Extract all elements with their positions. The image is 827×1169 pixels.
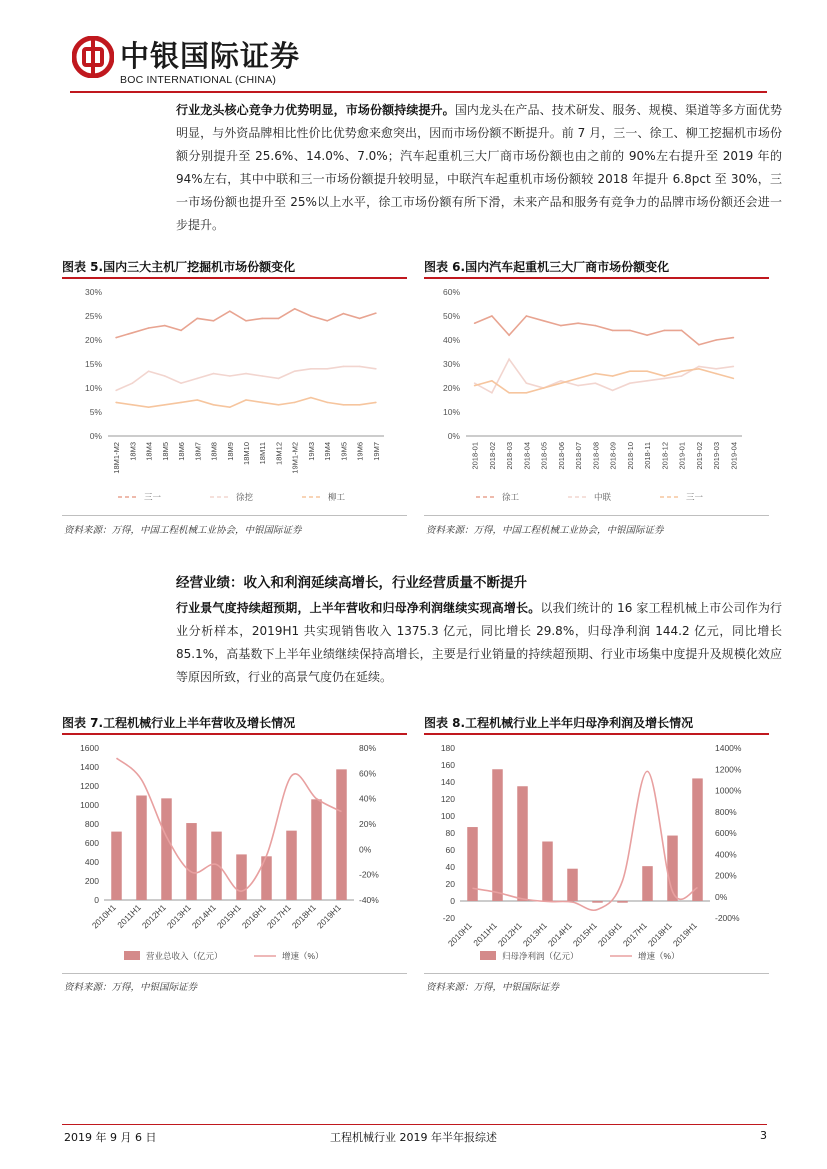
x-tick-label: 19M3 [306,442,316,461]
data-point [681,370,683,372]
x-tick-label: 2011H1 [471,920,499,949]
x-tick-label: 2016H1 [595,920,624,949]
x-tick-label: 2019-01 [677,442,687,470]
paragraph-market-share [176,99,782,237]
series-line [475,359,734,393]
fig5-rule [62,277,407,279]
x-tick-label: 19M6 [355,442,365,461]
x-tick-label: 18M9 [225,442,235,461]
growth-line [473,771,698,910]
x-tick-label: 18M1-M2 [112,442,122,474]
x-tick-label: 18M6 [177,442,187,461]
data-point [595,325,597,327]
fig7-bottom-rule [62,973,407,974]
data-point [629,382,631,384]
y-tick-label: 20% [442,383,460,393]
y-tick-label: 30% [442,359,460,369]
data-point [213,373,215,375]
y-left-tick-label: 140 [440,777,455,787]
y-tick-label: 50% [442,311,460,321]
x-tick-label: 2013H1 [164,902,193,931]
x-tick-label: 2013H1 [520,920,549,949]
data-point [526,392,528,394]
legend-label: 柳工 [328,492,346,502]
x-tick-label: 2018-07 [574,442,584,470]
y-left-tick-label: 1000 [80,800,99,810]
legend-label: 增速（%） [638,951,680,961]
x-tick-label: 18M3 [128,442,138,461]
data-point [491,380,493,382]
y-left-tick-label: 40 [445,862,455,872]
y-left-tick-label: 600 [84,838,99,848]
bar [336,769,347,900]
data-point [681,375,683,377]
y-left-tick-label: 80 [445,828,455,838]
x-tick-label: 19M7 [371,442,381,461]
data-point [733,366,735,368]
legend-label: 三一 [686,492,704,502]
bar [617,901,628,903]
legend-label: 增速（%） [282,951,324,961]
y-tick-label: 60% [442,287,460,297]
y-left-tick-label: 1600 [80,743,99,753]
fig8-title: 图表 8.工程机械行业上半年归母净利润及增长情况 [424,716,694,730]
data-point [698,366,700,368]
y-left-tick-label: 160 [440,760,455,770]
x-tick-label: 19M1-M2 [290,442,300,474]
y-right-tick-label: 60% [359,768,377,779]
x-tick-label: 2017H1 [620,920,649,949]
legend-label: 中联 [594,492,612,502]
data-point [359,318,361,320]
y-right-tick-label: 80% [359,743,377,753]
x-tick-label: 2017H1 [264,902,293,931]
data-point [698,344,700,346]
data-point [646,380,648,382]
fig7-rule [62,733,407,735]
data-point [612,330,614,332]
data-point [715,368,717,370]
data-point [612,390,614,392]
y-right-tick-label: 40% [359,793,377,804]
y-left-tick-label: 1200 [80,781,99,791]
fig8-rule [424,733,769,735]
data-point [310,315,312,317]
data-point [526,315,528,317]
x-tick-label: 18M5 [160,442,170,461]
data-point [560,382,562,384]
data-point [132,404,134,406]
fig6-title: 图表 6.国内汽车起重机三大厂商市场份额变化 [424,260,670,274]
footer-date: 2019 年 9 月 6 日 [64,1131,157,1144]
data-point [508,334,510,336]
bar [286,831,297,900]
data-point [375,312,377,314]
data-point [326,368,328,370]
data-point [629,330,631,332]
data-point [294,370,296,372]
data-point [646,370,648,372]
x-tick-label: 2019-04 [729,442,739,470]
x-tick-label: 2018H1 [645,920,674,949]
bar [236,854,247,900]
x-tick-label: 2015H1 [214,902,243,931]
data-point [474,382,476,384]
data-point [474,322,476,324]
data-point [474,385,476,387]
data-point [560,380,562,382]
paragraph-performance [176,597,782,689]
x-tick-label: 2019-02 [694,442,704,470]
fig6-bottom-rule [424,515,769,516]
data-point [164,375,166,377]
data-point [359,366,361,368]
bar [111,832,122,900]
y-right-tick-label: -40% [359,895,379,905]
y-tick-label: 0% [89,431,102,441]
data-point [196,318,198,320]
data-point [698,368,700,370]
series-line [116,309,376,338]
data-point [229,310,231,312]
series-line [116,366,376,390]
x-tick-label: 18M8 [209,442,219,461]
bar [567,869,578,901]
data-point [326,320,328,322]
bar [642,866,653,901]
data-point [560,325,562,327]
x-tick-label: 18M11 [258,442,268,465]
data-point [164,325,166,327]
bar [186,823,197,900]
data-point [148,406,150,408]
data-point [543,320,545,322]
fig5-chart [62,281,407,509]
data-point [245,373,247,375]
data-point [629,370,631,372]
data-point [213,320,215,322]
y-right-tick-label: 1400% [715,743,742,753]
y-tick-label: 5% [89,407,102,417]
data-point [261,402,263,404]
data-point [196,378,198,380]
data-point [664,330,666,332]
x-tick-label: 2019-03 [712,442,722,470]
y-left-tick-label: 200 [84,876,99,886]
data-point [180,382,182,384]
data-point [326,402,328,404]
y-left-tick-label: 120 [440,794,455,804]
data-point [310,368,312,370]
fig7-chart [62,737,407,969]
x-tick-label: 2012H1 [139,902,168,931]
data-point [261,318,263,320]
data-point [508,392,510,394]
x-tick-label: 2019H1 [314,902,343,931]
y-tick-label: 25% [84,311,102,321]
fig7-source: 资料来源：万得，中银国际证券 [64,982,198,993]
fig8-chart [424,737,769,969]
x-tick-label: 2018-02 [487,442,497,470]
fig8-source: 资料来源：万得，中银国际证券 [426,982,560,993]
y-right-tick-label: 800% [715,806,737,817]
y-tick-label: 40% [442,335,460,345]
data-point [733,378,735,380]
x-tick-label: 2018-03 [505,442,515,470]
series-line [116,398,376,408]
y-right-tick-label: 600% [715,828,737,838]
bar [692,778,703,901]
y-tick-label: 0% [447,431,460,441]
footer-divider [62,1124,767,1125]
data-point [132,332,134,334]
x-tick-label: 2010H1 [445,920,474,949]
bar [517,786,528,901]
data-point [148,327,150,329]
paragraph-body: 以我们统计的 16 家工程机械上市公司作为行业分析样本，2019H1 共实现销售收入 1375.3 亿元，同比增长 29.8%，归母净利润 144.2 亿元，同比增长 85.1%，高基数下上半年业绩继续保持高增长，主要是行业销量的持续超预期、行业市场集中度提升及规模化效应等原因所致，行业的高景气度仍在延续。 [176,601,782,684]
data-point [664,375,666,377]
x-tick-label: 18M12 [274,442,284,465]
data-point [278,404,280,406]
data-point [577,322,579,324]
data-point [543,387,545,389]
fig6-chart [424,281,769,509]
data-point [715,339,717,341]
x-tick-label: 2018H1 [289,902,318,931]
y-left-tick-label: 1400 [80,762,99,772]
x-tick-label: 2012H1 [495,920,524,949]
y-left-tick-label: 0 [450,896,455,906]
data-point [164,404,166,406]
x-tick-label: 2014H1 [545,920,574,949]
x-tick-label: 2011H1 [115,902,143,931]
y-left-tick-label: 60 [445,845,455,855]
data-point [294,402,296,404]
data-point [343,404,345,406]
y-tick-label: 30% [84,287,102,297]
y-tick-label: 20% [84,335,102,345]
legend-label: 三一 [144,492,162,502]
x-tick-label: 18M4 [144,442,154,461]
paragraph-body: 国内龙头在产品、技术研发、服务、规模、渠道等多方面优势明显，与外资品牌相比性价比优势愈来愈突出，因而市场份额不断提升。前 7 月，三一、徐工、柳工挖掘机市场份额分别提升至 25.6%、14.0%、7.0%；汽车起重机三大厂商市场份额也由之前的 90%左右提升至 2019 年的 94%左右，其中中联和三一市场份额提升较明显，中联汽车起重机市场份额较 2018 年提升 6.8pct 至 30%，三一市场份额也提升至 25%以上水平，徐工市场份额有所下滑，未来产品和服务有竞争力的品牌市场份额还会进一步提升。 [176,103,782,232]
paragraph-lead: 行业景气度持续超预期，上半年营收和归母净利润继续实现高增长。 [176,601,541,615]
y-right-tick-label: -200% [715,913,740,923]
footer-title: 工程机械行业 2019 年半年报综述 [330,1131,497,1144]
data-point [278,318,280,320]
y-left-tick-label: 20 [445,879,455,889]
data-point [595,373,597,375]
x-tick-label: 2018-01 [470,442,480,470]
x-tick-label: 2018-09 [608,442,618,470]
legend-label: 徐工 [502,492,520,502]
brand-name-en: BOC INTERNATIONAL (CHINA) [120,74,277,86]
data-point [612,375,614,377]
fig5-source: 资料来源：万得，中国工程机械工业协会，中银国际证券 [64,525,302,536]
data-point [359,404,361,406]
section-heading: 经营业绩：收入和利润延续高增长，行业经营质量不断提升 [176,575,527,591]
x-tick-label: 2018-11 [643,442,653,469]
growth-line [117,758,342,891]
x-tick-label: 18M10 [242,442,251,465]
bar [492,769,503,901]
data-point [115,390,117,392]
fig6-source: 资料来源：万得，中国工程机械工业协会，中银国际证券 [426,525,664,536]
data-point [491,315,493,317]
data-point [229,406,231,408]
y-right-tick-label: 400% [715,849,737,860]
data-point [577,385,579,387]
data-point [115,402,117,404]
y-right-tick-label: 0% [359,844,372,855]
fig8-bottom-rule [424,973,769,974]
data-point [180,402,182,404]
data-point [595,382,597,384]
bar [311,799,322,900]
x-tick-label: 2014H1 [189,902,218,931]
x-tick-label: 2018-10 [625,442,635,470]
legend-label: 营业总收入（亿元） [146,951,223,961]
bar [592,901,603,903]
data-point [245,399,247,401]
legend-label: 徐挖 [236,492,254,502]
data-point [577,378,579,380]
y-tick-label: 10% [442,407,460,417]
x-tick-label: 2015H1 [570,920,599,949]
y-right-tick-label: 1200% [715,764,742,775]
brand-name-cn: 中银国际证券 [120,39,301,73]
paragraph-lead: 行业龙头核心竞争力优势明显，市场份额持续提升。 [176,103,455,117]
x-tick-label: 2010H1 [89,902,118,931]
y-left-tick-label: 800 [84,819,99,829]
data-point [115,337,117,339]
data-point [132,382,134,384]
data-point [310,397,312,399]
data-point [294,308,296,310]
data-point [733,337,735,339]
y-left-tick-label: 400 [84,857,99,867]
x-tick-label: 2018-04 [522,442,532,470]
y-left-tick-label: 0 [94,895,99,905]
page-number: 3 [760,1129,767,1142]
legend-label: 归母净利润（亿元） [502,951,579,961]
data-point [343,313,345,315]
x-tick-label: 2019H1 [670,920,699,949]
data-point [491,392,493,394]
data-point [213,404,215,406]
bar [136,796,147,901]
data-point [375,368,377,370]
y-right-tick-label: 200% [715,870,737,881]
bar [211,832,222,900]
y-left-tick-label: 180 [440,743,455,753]
data-point [343,366,345,368]
x-tick-label: 19M4 [323,442,333,461]
y-tick-label: 10% [84,383,102,393]
series-line [475,369,734,393]
bar [467,827,478,901]
data-point [229,375,231,377]
data-point [375,402,377,404]
x-tick-label: 2016H1 [239,902,268,931]
data-point [245,320,247,322]
data-point [646,334,648,336]
data-point [508,358,510,360]
y-right-tick-label: 0% [715,891,728,902]
x-tick-label: 19M5 [339,442,349,461]
y-right-tick-label: 1000% [715,785,742,796]
fig6-rule [424,277,769,279]
x-tick-label: 2018-06 [556,442,566,470]
data-point [681,330,683,332]
header-divider [70,91,767,93]
x-tick-label: 2018-05 [539,442,549,470]
fig7-title: 图表 7.工程机械行业上半年营收及增长情况 [62,716,296,730]
x-tick-label: 2018-12 [660,442,670,470]
x-tick-label: 2018-08 [591,442,601,470]
y-left-tick-label: -20 [442,913,455,923]
data-point [278,378,280,380]
legend-swatch-bar [480,951,496,960]
data-point [715,373,717,375]
y-left-tick-label: 100 [440,811,455,821]
brand-logo [72,34,372,90]
series-line [475,316,734,345]
data-point [664,378,666,380]
bar [161,798,172,900]
y-tick-label: 15% [84,359,102,369]
data-point [261,375,263,377]
data-point [526,382,528,384]
data-point [196,399,198,401]
bar [542,842,553,902]
data-point [148,370,150,372]
boc-logo-icon [72,36,114,78]
data-point [180,330,182,332]
fig5-bottom-rule [62,515,407,516]
legend-swatch-bar [124,951,140,960]
y-right-tick-label: -20% [359,869,379,880]
y-right-tick-label: 20% [359,819,377,829]
fig5-title: 图表 5.国内三大主机厂挖掘机市场份额变化 [62,260,296,274]
x-tick-label: 18M7 [193,442,203,461]
